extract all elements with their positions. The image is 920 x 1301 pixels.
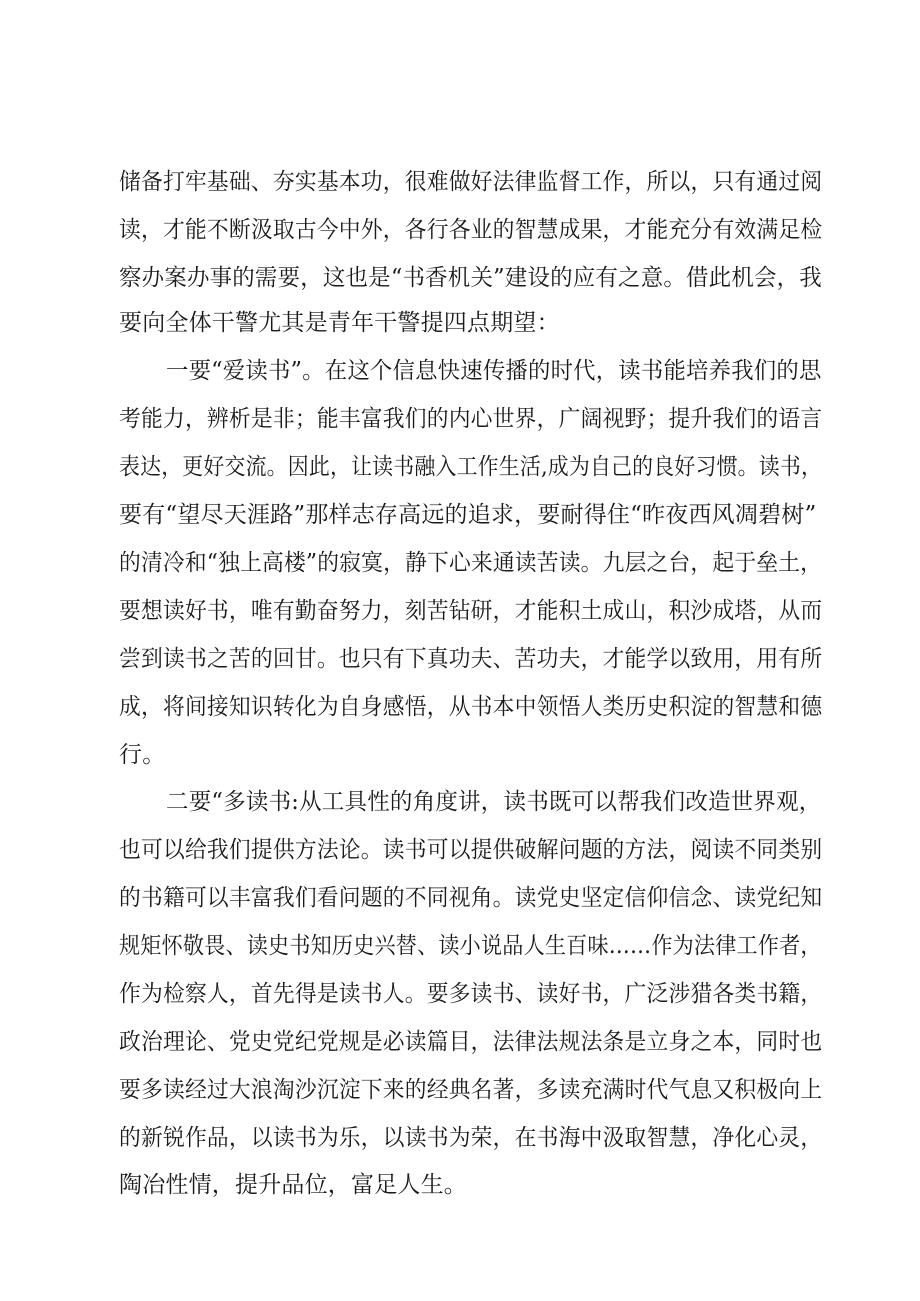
text-line: 行。 — [119, 742, 166, 768]
text-line: 尝到读书之苦的回甘。也只有下真功夫、苦功夫，才能学以致用，用有所 — [119, 646, 823, 672]
paragraph-1-start: 一要“爱读书”。在这个信息快速传播的时代，读书能培养我们的思 — [166, 358, 822, 384]
text-line: 的清冷和“独上高楼”的寂寞，静下心来通读苦读。九层之台，起于垒土， — [119, 550, 823, 576]
text-line: 的新锐作品，以读书为乐，以读书为荣，在书海中汲取智慧，净化心灵， — [119, 1125, 823, 1151]
text-line: 作为检察人，首先得是读书人。要多读书、读好书，广泛涉猎各类书籍， — [119, 981, 823, 1007]
text-line: 的书籍可以丰富我们看问题的不同视角。读党史坚定信仰信念、读党纪知 — [119, 885, 823, 911]
text-line: 规矩怀敬畏、读史书知历史兴替、读小说品人生百味……作为法律工作者， — [119, 933, 822, 959]
text-line: 政治理论、党史党纪党规是必读篇目，法律法规法条是立身之本，同时也 — [119, 1029, 823, 1055]
text-line: 要向全体干警尤其是青年干警提四点期望： — [119, 310, 560, 336]
text-line: 表达，更好交流。因此，让读书融入工作生活,成为自己的良好习惯。读书， — [119, 454, 823, 480]
text-line: 也可以给我们提供方法论。读书可以提供破解问题的方法，阅读不同类别 — [119, 837, 823, 863]
text-line: 成，将间接知识转化为自身感悟，从书本中领悟人类历史积淀的智慧和德 — [119, 694, 823, 720]
text-line: 要有“望尽天涯路”那样志存高远的追求，要耐得住“昨夜西风凋碧树” — [119, 502, 817, 528]
text-line: 要想读好书，唯有勤奋努力，刻苦钻研，才能积土成山，积沙成塔，从而 — [119, 598, 823, 624]
text-line: 察办案办事的需要，这也是“书香机关”建设的应有之意。借此机会，我 — [119, 265, 822, 291]
text-line: 陶冶性情，提升品位，富足人生。 — [119, 1172, 467, 1198]
paragraph-2-start: 二要“多读书:从工具性的角度讲，读书既可以帮我们改造世界观， — [166, 789, 822, 815]
text-line: 储备打牢基础、夯实基本功，很难做好法律监督工作，所以，只有通过阅 — [119, 169, 823, 195]
text-line: 读，才能不断汲取古今中外，各行各业的智慧成果，才能充分有效满足检 — [119, 217, 823, 243]
text-line: 考能力，辨析是非；能丰富我们的内心世界，广阔视野；提升我们的语言 — [119, 406, 823, 432]
text-line: 要多读经过大浪淘沙沉淀下来的经典名著，多读充满时代气息又积极向上 — [119, 1077, 823, 1103]
